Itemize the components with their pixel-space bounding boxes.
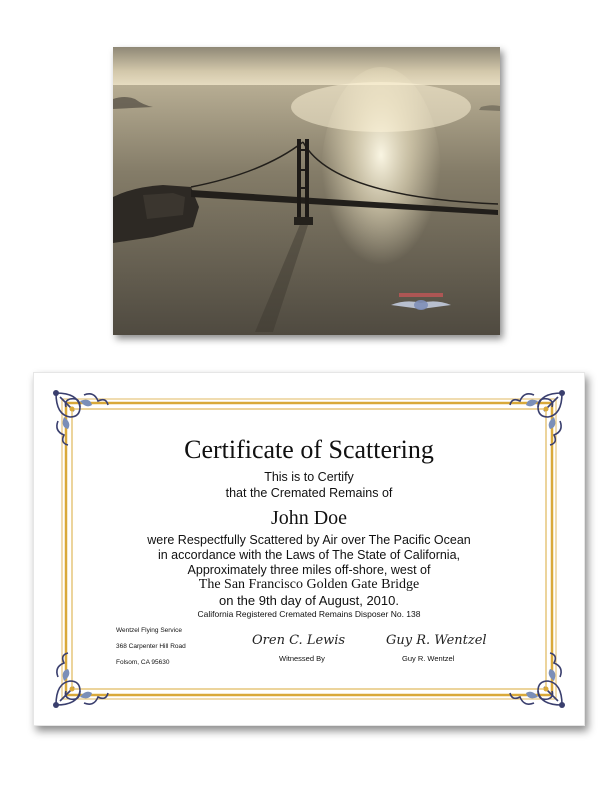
witness-signature: Oren C. Lewis bbox=[252, 633, 346, 648]
certificate-title: Certificate of Scattering bbox=[184, 435, 434, 464]
deceased-name: John Doe bbox=[270, 507, 348, 529]
disposer-line: California Registered Cremated Remains Disposer No. 138 bbox=[197, 609, 421, 619]
date-line: on the 9th day of August, 2010. bbox=[219, 593, 399, 608]
laws-line: in accordance with the Laws of The State of California, bbox=[157, 548, 461, 562]
corner-ornament-icon bbox=[506, 649, 568, 711]
owner-name-label: Guy R. Wentzel bbox=[402, 654, 455, 663]
witness-label: Witnessed By bbox=[279, 654, 325, 663]
certificate bbox=[33, 372, 585, 726]
location-line: The San Francisco Golden Gate Bridge bbox=[198, 577, 420, 592]
offshore-line: Approximately three miles off-shore, west of bbox=[187, 563, 431, 577]
golden-gate-photo bbox=[113, 47, 500, 335]
owner-signature: Guy R. Wentzel bbox=[386, 633, 487, 648]
photo-image bbox=[113, 47, 500, 335]
business-city: Folsom, CA 95630 bbox=[116, 659, 170, 666]
scattered-line: were Respectfully Scattered by Air over The Pacific Ocean bbox=[147, 533, 471, 547]
corner-ornament-icon bbox=[50, 649, 112, 711]
remains-line: that the Cremated Remains of bbox=[225, 486, 393, 500]
business-address: 368 Carpenter Hill Road bbox=[116, 643, 186, 650]
business-name: Wentzel Flying Service bbox=[116, 627, 182, 634]
certify-line: This is to Certify bbox=[264, 470, 354, 484]
